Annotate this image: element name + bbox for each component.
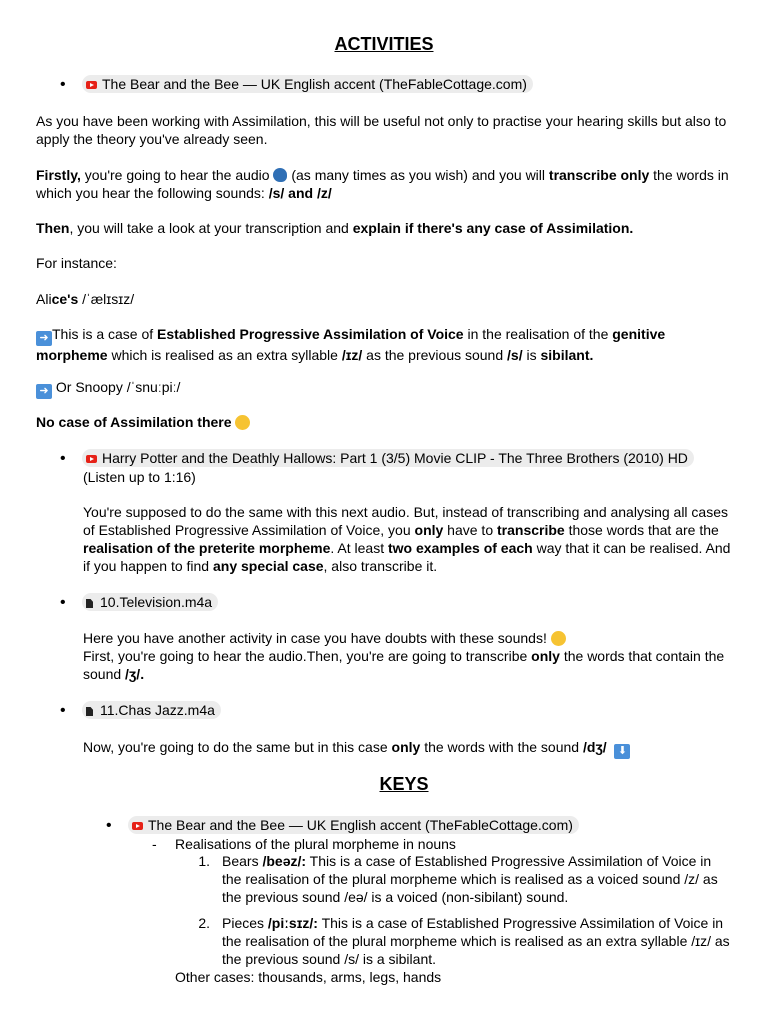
text: in the realisation of the <box>463 326 613 342</box>
grinning-face-icon <box>551 631 566 646</box>
now-paragraph <box>83 738 733 759</box>
right-arrow-icon: ➜ <box>36 331 52 346</box>
text-bold: transcribe <box>497 522 565 538</box>
item-number: 2. <box>198 915 210 931</box>
dash-marker: - <box>152 836 157 852</box>
youtube-icon <box>86 455 97 463</box>
supposed-paragraph <box>83 503 733 575</box>
youtube-link-bear-bee-keys[interactable] <box>128 816 579 834</box>
text-bold: realisation of the preterite morpheme <box>83 540 331 556</box>
text-bold: transcribe only <box>548 167 650 183</box>
bullet <box>60 456 68 464</box>
realisations-item: Realisations of the plural morpheme in nouns <box>175 836 456 852</box>
text-bold: only <box>531 648 560 664</box>
keys-title: KEYS <box>379 774 429 794</box>
link-label: 11.Chas Jazz.m4a <box>100 702 215 718</box>
text: Here you have another activity in case you have doubts with these sounds! <box>83 630 547 646</box>
key-item-bears <box>222 852 734 906</box>
listen-note: (Listen up to 1:16) <box>83 469 196 485</box>
youtube-icon <box>86 81 97 89</box>
text: (as many times as you wish) and you will <box>287 167 549 183</box>
bullet <box>60 600 68 608</box>
case-paragraph <box>36 325 736 364</box>
youtube-link-bear-bee[interactable] <box>82 75 533 93</box>
text-bold: sibilant. <box>540 347 594 363</box>
item-number: 1. <box>198 853 210 869</box>
text: way that it can be realised. And if you happen to find <box>83 540 731 574</box>
text: Ali <box>36 291 52 307</box>
alice-example <box>36 290 736 308</box>
youtube-icon <box>132 822 143 830</box>
another-activity <box>83 629 733 647</box>
down-arrow-icon: ⬇ <box>614 744 630 759</box>
speaking-head-icon <box>273 168 287 182</box>
text: This is a case of <box>52 326 158 342</box>
text: This is a case of Established Progressive Assimilation of Voice in the realisation of the plural morpheme which is realised as a voiced sound /z/ as the previous sound /eə/ is a voiced (non-sibilant) sound. <box>222 853 718 905</box>
text: Now, you're going to do the same but in this case <box>83 739 392 755</box>
text: You're supposed to do the same with this next audio. But, instead of transcribing and analysing all cases of Established Progressive Assimilation of Voice, you <box>83 504 728 538</box>
file-link-television[interactable] <box>82 593 218 611</box>
text: , also transcribe it. <box>323 558 438 574</box>
text-bold: /ɪz/ <box>341 347 363 363</box>
firstly-paragraph <box>36 166 736 202</box>
text: /ˈælɪsɪz/ <box>78 291 135 307</box>
instance-text: For instance: <box>36 255 117 271</box>
text-bold: /s/ and /z/ <box>268 185 332 201</box>
text-bold: /ʒ/. <box>125 666 145 682</box>
text: as the previous sound <box>362 347 508 363</box>
text: This is a case of Established Progressive Assimilation of Voice in the realisation of the plural morpheme which is realised as an extra syllable /ɪz/ as the previous sound /s/ is a sibilant. <box>222 915 730 967</box>
text: the words with the sound <box>420 739 583 755</box>
file-icon <box>86 707 93 716</box>
page-title: ACTIVITIES <box>334 34 434 54</box>
text-bold: genitive morpheme <box>36 326 666 363</box>
youtube-link-harry-potter[interactable] <box>82 449 694 467</box>
intro-paragraph: As you have been working with Assimilation, this will be useful not only to practise your hearing skills but also to apply the theory you've already seen. <box>36 113 727 147</box>
firstly-bold: Firstly, <box>36 167 81 183</box>
right-arrow-icon: ➜ <box>36 384 52 399</box>
snoopy-example <box>36 378 736 399</box>
text-bold: /dʒ/ <box>582 739 607 755</box>
text: , you will take a look at your transcription and <box>69 220 353 236</box>
text-bold: any special case <box>213 558 324 574</box>
link-label: The Bear and the Bee — UK English accent (TheFableCottage.com) <box>148 817 573 833</box>
text: those words that are the <box>564 522 719 538</box>
text-bold: /beəz/: <box>262 853 307 869</box>
text: Or Snoopy /ˈsnuːpiː/ <box>52 379 181 395</box>
thinking-face-icon <box>235 415 250 430</box>
link-label: The Bear and the Bee — UK English accent (TheFableCottage.com) <box>102 76 527 92</box>
text-bold: /piːsɪz/: <box>267 915 318 931</box>
text-bold: Established Progressive Assimilation of Voice <box>157 326 464 342</box>
bullet <box>60 82 68 90</box>
no-case-text <box>36 413 736 431</box>
file-icon <box>86 599 93 608</box>
bullet <box>106 823 114 831</box>
other-cases: Other cases: thousands, arms, legs, hands <box>175 969 442 985</box>
text: Bears <box>222 853 263 869</box>
text-bold: /s/ <box>507 347 523 363</box>
text: is <box>522 347 541 363</box>
text-bold: Then <box>36 220 70 236</box>
text: the words that contain the sound <box>83 648 725 682</box>
bullet <box>60 708 68 716</box>
text: you're going to hear the audio <box>80 167 274 183</box>
text-bold: ce's <box>51 291 79 307</box>
then-paragraph <box>36 219 736 237</box>
key-item-pieces <box>222 914 734 968</box>
text: have to <box>443 522 497 538</box>
text-bold: only <box>414 522 444 538</box>
text: First, you're going to hear the audio.Then, you're are going to transcribe <box>83 648 532 664</box>
link-label: Harry Potter and the Deathly Hallows: Part 1 (3/5) Movie CLIP - The Three Brothers (2010) HD <box>102 450 688 466</box>
text-bold: No case of Assimilation there <box>36 414 232 430</box>
text-bold: two examples of each <box>388 540 533 556</box>
first-audio-paragraph <box>83 647 733 683</box>
text: . At least <box>330 540 388 556</box>
link-label: 10.Television.m4a <box>100 594 213 610</box>
file-link-chas-jazz[interactable] <box>82 701 221 719</box>
text: which is realised as an extra syllable <box>107 347 342 363</box>
text-bold: explain if there's any case of Assimilation. <box>352 220 634 236</box>
text: Pieces <box>222 915 268 931</box>
text-bold: only <box>391 739 421 755</box>
text: the words in which you hear the following sounds: <box>36 167 729 201</box>
